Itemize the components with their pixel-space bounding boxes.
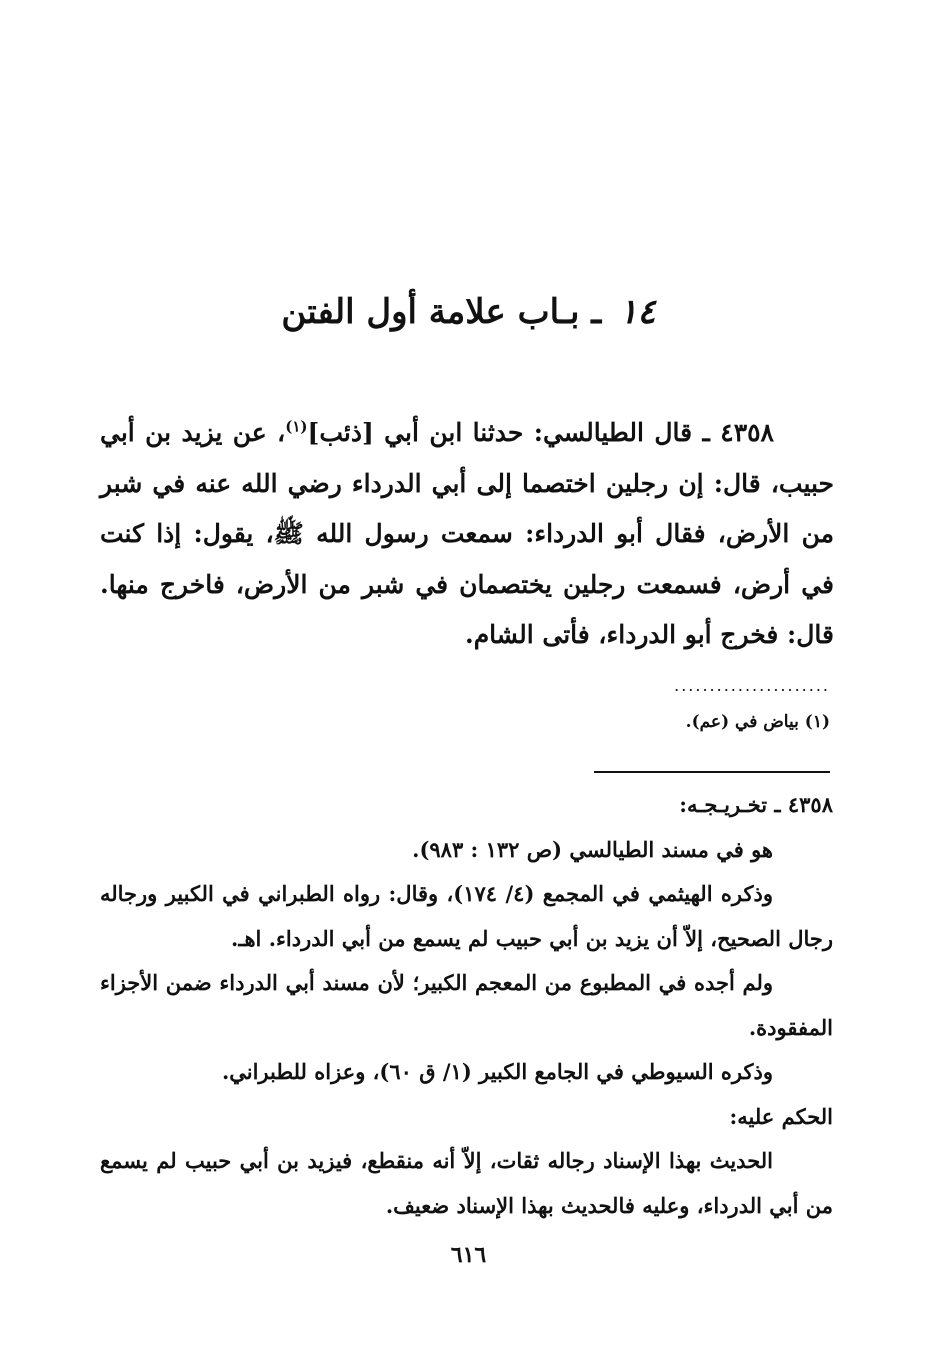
chapter-number: ١٤ [619,292,656,332]
takhrij-paragraph: ولم أجده في المطبوع من المعجم الكبير؛ لأن مسند أبي الدرداء ضمن الأجزاء المفقودة. [100,970,833,1040]
footnote-separator: ...................... [674,676,830,695]
footnote-text: (١) بياض في (عم). [685,712,830,732]
chapter-title [0,292,937,332]
ruling-text: الحديث بهذا الإسناد رجاله ثقات، إلاّ أنه منقطع، فيزيد بن أبي حبيب لم يسمع من أبي الدرداء، وعليه فالحديث بهذا الإسناد ضعيف. [100,1148,833,1218]
hadith-body: ، عن يزيد بن أبي حبيب، قال: إن رجلين اختصما إلى أبي الدرداء رضي الله عنه في شبر من الأرض، فقال أبو الدرداء: سمعت رسول الله ﷺ، يقول: إذا كنت في أرض، فسمعت رجلين يختصمان في شبر من الأرض، فاخرج منها. قال: فخرج أبو الدرداء، فأتى الشام. [100,418,834,649]
hadith-text [100,408,834,661]
ruling-heading: الحكم عليه: [729,1103,833,1129]
chapter-heading: ـ بـاب علامة أول الفتن [281,292,602,332]
takhrij-heading: ٤٣٥٨ ـ تخـريـجـه: [679,792,833,817]
takhrij-section [100,783,833,1228]
hadith-lead: ٤٣٥٨ ـ قال الطيالسي: حدثنا ابن أبي [ذئب] [307,418,774,447]
takhrij-paragraph: وذكره السيوطي في الجامع الكبير (١/ ق ٦٠)، وعزاه للطبراني. [221,1059,773,1084]
takhrij-paragraph: وذكره الهيثمي في المجمع (٤/ ١٧٤)، وقال: رواه الطبراني في الكبير ورجاله رجال الصحيح، إلاّ أن يزيد بن أبي حبيب لم يسمع من أبي الدرداء. اهـ. [100,881,833,951]
page-number: ٦١٦ [450,1242,487,1268]
footnote-reference: (١) [285,417,308,436]
takhrij-paragraph: هو في مسند الطيالسي (ص ١٣٢ : ٩٨٣). [412,836,773,862]
section-divider [594,771,830,773]
